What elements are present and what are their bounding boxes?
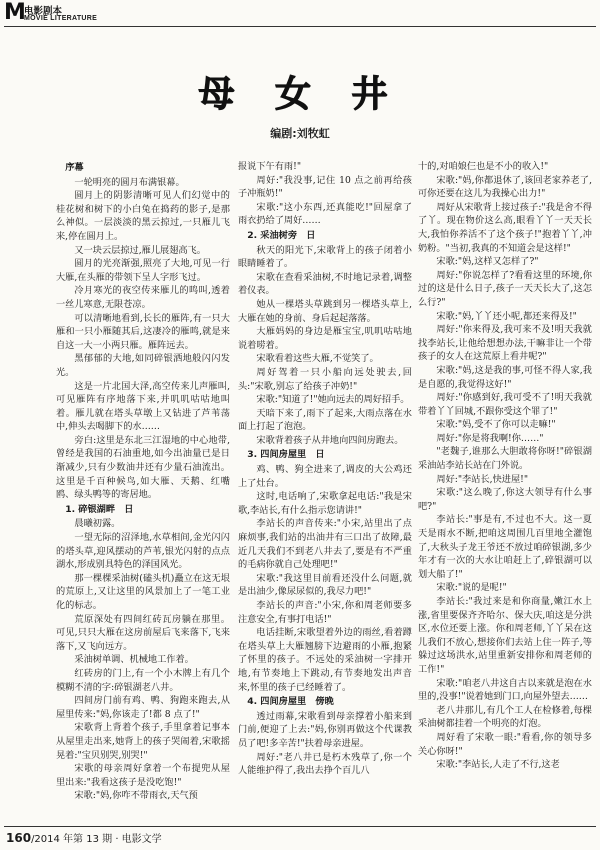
paragraph: 宋歌看着这些大雁,不觉笑了。 <box>256 353 379 365</box>
paragraph: 宋歌背上背着个孩子,手里拿着记事本从屋里走出来,她背上的孩子哭闹着,宋歌摇晃着:"宝贝别哭,别哭!" <box>56 722 230 761</box>
paragraph: 可以清晰地看到,长长的雁阵,有一只大雁和一只小雁随其后,这凄冷的雁鸣,就是来自这一大一小两只雁。雁阵远去。 <box>56 312 230 351</box>
paragraph: 秋天的阳光下,宋歌背上的孩子闭着小眼睛睡着了。 <box>238 244 412 270</box>
paragraph: 荒原深处有四间红砖瓦房躺在那里。可见,只只大雁在这房前屋后飞来落下,飞来落下,又飞向远方。 <box>56 613 230 652</box>
paragraph: 冷月寒光的夜空传来雁儿的鸣叫,透着一丝儿寒意,无限苍凉。 <box>56 285 230 310</box>
logo-english-name: MOVIE LITERATURE <box>24 15 98 22</box>
paragraph: 宋歌:"咱老八井这自古以来就是泡在水里的,没事!"说着她到门口,向屋外望去…… <box>418 677 592 703</box>
paragraph: 宋歌:"妈,这是我的事,可怪不得人家,我是自愿的,我觉得这好!" <box>418 364 592 390</box>
paragraph: 四间房门前有鸡、鸭、狗跑来跑去,从屋里传来:"妈,你该走了!都 8 点了!" <box>56 695 230 720</box>
paragraph: 周好驾着一只小船向远处驶去,回头:"宋歌,别忘了给孩子冲奶!" <box>238 366 412 392</box>
page-footer <box>6 830 162 845</box>
article-title: 母 女 井 <box>198 74 402 115</box>
paragraph: 李站长的声音:"小宋,你和周老师要多注意安全,有事打电话!" <box>238 600 412 625</box>
header-rule <box>4 26 596 27</box>
paragraph: 又一块云层掠过,雁儿展翅高飞。 <box>74 244 206 256</box>
scene-heading: 1. 碎银湖畔 日 <box>65 503 134 515</box>
scene-heading: 2. 采油树旁 日 <box>247 229 316 241</box>
paragraph: 宋歌:"这小东西,还真能吃!"回屋拿了雨衣扔给了周好…… <box>238 201 412 227</box>
paragraph: 采油树单调、机械地工作着。 <box>74 654 194 666</box>
article-author: 编剧:刘牧虹 <box>270 127 330 140</box>
paragraph: 宋歌的母亲周好拿着一个布提兜从屋里出来:"我看这孩子是没吃饱!" <box>56 763 230 788</box>
paragraph: 宋歌背着孩子从井地向四间房跑去。 <box>256 434 404 446</box>
scene-heading: 序幕 <box>65 162 84 173</box>
paragraph: 那一棵棵采油树(磕头机)矗立在这无垠的荒原上,又让这里的风景加上了一笔工业化的标志。 <box>56 572 230 611</box>
paragraph: 晨曦初露。 <box>74 518 121 530</box>
paragraph: 红砖房的门上,有一个小木牌上有几个模糊不清的字:碎银湖老八井。 <box>56 667 230 693</box>
paragraph: 鸡、鸭、狗全进来了,调皮的大公鸡还上了灶台。 <box>238 464 412 489</box>
logo-letter: M <box>4 0 25 25</box>
paragraph: 宋歌:"李站长,人走了不行,这老 <box>436 759 560 771</box>
paragraph: 宋歌:"我这里目前看还没什么问题,就是出油少,像尿尿似的,我尽力吧!" <box>238 572 412 598</box>
page-number: 160 <box>6 831 32 845</box>
paragraph: 宋歌:"妈,你都退休了,该回老家养老了,可你还要在这儿为我操心出力!" <box>418 174 592 200</box>
paragraph: 周好:"你是将我啊!你……" <box>436 432 544 444</box>
paragraph: 李站长:"事是有,不过也不大。这一夏天是雨水不断,把咱这周围几百里地全灌饱了,大秋头子龙王爷还不放过咱碎银湖,多少年才有一次的大水让咱赶上了,碎银湖可以划大船了!" <box>418 514 592 580</box>
text-column-2 <box>238 160 412 820</box>
text-column-1 <box>56 160 230 820</box>
paragraph: 这是一片北国大泽,高空传来儿声雁叫,可见雁阵有序地落下来,并叽叽咕咕地叫着。雁儿就在塔头草墩上又钻进了芦苇荡中,伸头去喝脚下的水…… <box>56 380 230 433</box>
paragraph: 李站长的声音传来:"小宋,站里出了点麻烦事,我们站的出油井有三口出了故障,最近几天我们不到老八井去了,要是有不严重的毛病你就自己处理吧!" <box>238 518 412 571</box>
paragraph: 宋歌:"知道了!"她向远去的周好招手。 <box>256 394 410 406</box>
paragraph: 周好看了宋歌一眼:"看看,你的领导多关心你呀!" <box>418 731 592 757</box>
paragraph: 宋歌:"这么晚了,你这大领导有什么事吧?" <box>418 487 592 512</box>
paragraph: 宋歌:"妈,受不了你可以走嘛!" <box>436 419 556 431</box>
paragraph: 一轮明亮的圆月布满银幕。 <box>74 176 185 188</box>
paragraph: "老魏子,谁那么大胆敢将你呀!"碎银湖采油站李站长站在门外说。 <box>418 446 592 472</box>
paragraph: 电话挂断,宋歌望着外边的雨丝,看着蹲在塔头草上大雁翘膀下边避雨的小雁,抱紧了怀里的孩子。不远处的采油树一字排开地,有节奏地上下跳动,有节奏地发出声音来,怀里的孩子已经睡着了。 <box>238 627 412 693</box>
paragraph: 旁白:这里是东北三江湿地的中心地带,曾经是我国的石油重地,如今出油量已是日渐减少,只有少数油井还有少量石油流出。这里是千百种候鸟,如大雁、天鹅、红嘴鸥、绿头鸭等的寄居地。 <box>56 434 230 501</box>
paragraph: 十的,对咱娘仨也是不小的收入!" <box>418 161 549 172</box>
paragraph: 天暗下来了,雨下了起来,大雨点落在水面上打起了泡泡。 <box>238 407 412 433</box>
paragraph: 透过雨幕,宋歌看到母亲撑着小船来到门前,便迎了上去:"妈,你别再做这个代课教员了吧!多辛苦!"扶着母亲进屋。 <box>238 710 412 749</box>
paragraph: 周好:"我没事,记住 10 点之前再给孩子冲瓶奶!" <box>238 174 412 200</box>
paragraph: 老八井那儿,有几个工人在检修着,每棵采油树都挂着一个明亮的灯泡。 <box>418 704 592 730</box>
paragraph: 黑郁郁的大地,如同碎银洒地般闪闪发光。 <box>56 353 230 378</box>
paragraph: 周好从宋歌背上接过孩子:"我是舍不得了丫。现在物价这么高,眼看丫丫一天天长大,我怕你养活不了这个孩子!"抱着丫丫,冲奶粉。"当初,我真的不知道会是这样!" <box>418 201 592 254</box>
paragraph: 这时,电话响了,宋歌拿起电话:"我是宋歌,李站长,有什么指示您请讲!" <box>238 491 412 516</box>
issue-info: /2014 年第 13 期 · 电影文学 <box>31 834 162 845</box>
paragraph: 周好:"李站长,快进屋!" <box>436 473 529 485</box>
scene-heading: 4. 四间房屋里 傍晚 <box>247 696 334 708</box>
logo-chinese-name: 电影剧本 <box>24 6 63 17</box>
paragraph: 宋歌:"说的是呢!" <box>436 582 507 594</box>
paragraph: 周好:"你说怎样了?看看这里的环境,你过的这是什么日子,孩子一天天长大了,这怎么行?" <box>418 269 592 308</box>
footer-rule <box>4 826 596 827</box>
paragraph: 宋歌在查看采油树,不时地记录着,调整着仪表。 <box>238 271 412 297</box>
paragraph: 周好:"老八井已是朽木残草了,你一个人能维护得了,我出去挣个百儿八 <box>238 751 412 777</box>
paragraph: 她从一棵塔头草跳到另一棵塔头草上,大雁在她的身前、身后起起落落。 <box>238 298 412 324</box>
paragraph: 大雁妈妈的身边是雁宝宝,叽叽咕咕地说着唠着。 <box>238 326 412 351</box>
magazine-logo <box>4 2 144 26</box>
paragraph: 宋歌:"妈,这样又怎样了?" <box>436 256 539 268</box>
paragraph: 周好:"你来得及,我可来不及!明天我就找李站长,让他给想想办法,干嘛非让一个带孩子的女人在这荒原上看井呢?" <box>418 324 592 363</box>
paragraph: 圆月上的阴影清晰可见人们幻觉中的桂花树和树下的小白兔在捣药的影子,是那么神似。一层淡淡的黑云掠过,一只雁儿飞来,停在圆月上。 <box>56 190 230 242</box>
scene-heading: 3. 四间房屋里 日 <box>247 449 325 461</box>
paragraph: 报说下午有雨!" <box>238 161 302 172</box>
paragraph: 宋歌:"妈,丫丫还小呢,都还来得及!" <box>436 310 577 322</box>
paragraph: 圆月的光亮渐强,照亮了大地,可见一行大雁,在头雁的带领下呈人字形飞过。 <box>56 258 230 283</box>
paragraph: 李站长:"我过来是和你商量,嫩江水上涨,省里要保齐齐哈尔、保大庆,咱这是分洪区,水位还要上涨。你和周老师,丫丫呆在这儿我们不放心,想接你们去站上住一阵子,等躲过这场洪水,站里重新安排你和周老师的工作!" <box>418 596 592 675</box>
paragraph: 周好:"你感到好,我可受不了!明天我就带着丫丫回城,不跟你受这个罪了!" <box>418 392 592 417</box>
paragraph: 宋歌:"妈,你咋不带雨衣,天气预 <box>74 790 198 802</box>
paragraph: 一望无际的沼泽地,水草相间,金光闪闪的塔头草,迎风摆动的芦苇,银光闪射的点点湖水,形成别具特色的泽国风光。 <box>56 532 230 571</box>
text-column-3 <box>418 160 592 820</box>
